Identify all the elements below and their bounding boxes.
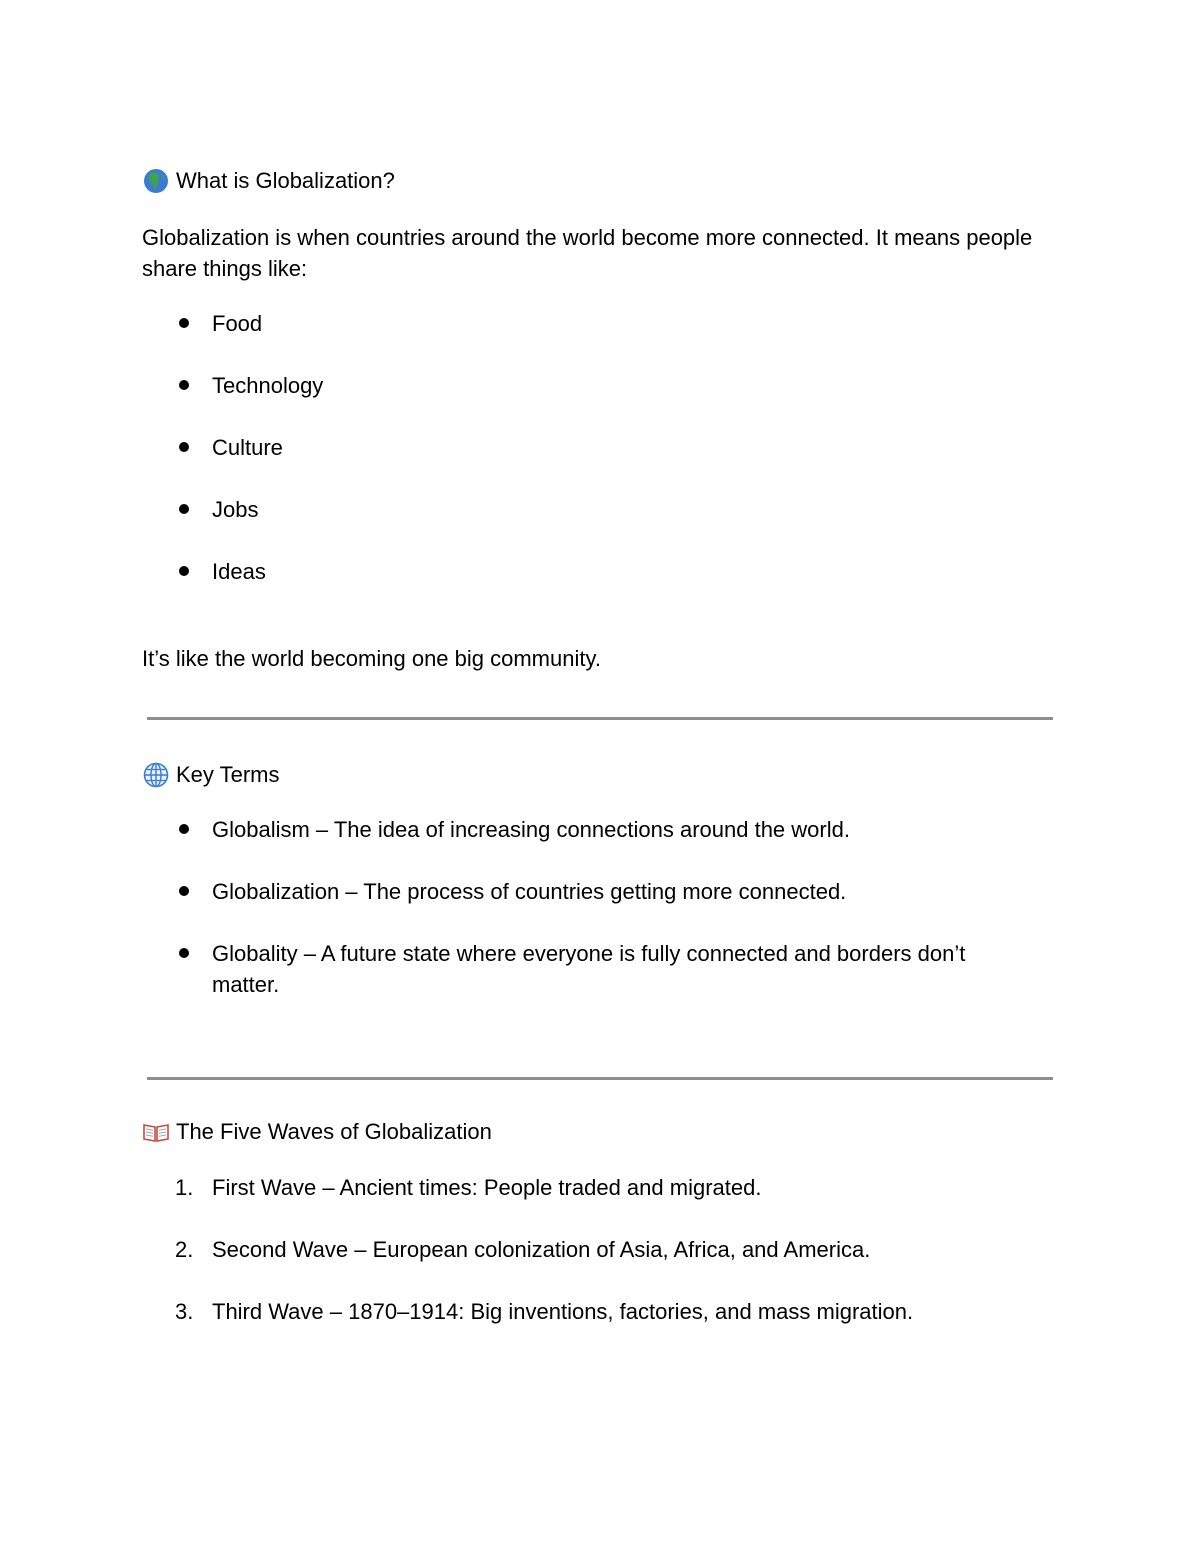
bullet-icon xyxy=(179,442,189,452)
horizontal-divider xyxy=(147,717,1053,720)
list-item-text: Culture xyxy=(212,435,283,460)
bullet-icon xyxy=(179,504,189,514)
list-item-text: Globality – A future state where everyone is fully connected and borders don’t matter. xyxy=(212,941,966,997)
list-number: 2. xyxy=(175,1237,194,1262)
section-title: Key Terms xyxy=(176,762,280,787)
bullet-icon xyxy=(179,886,189,896)
horizontal-divider xyxy=(147,1077,1053,1080)
list-item-text: Third Wave – 1870–1914: Big inventions, factories, and mass migration. xyxy=(212,1299,914,1324)
list-item-text: Technology xyxy=(212,373,324,398)
bullet-icon xyxy=(179,948,189,958)
list-item-text: Second Wave – European colonization of Asia, Africa, and America. xyxy=(212,1237,871,1262)
bullet-icon xyxy=(179,824,189,834)
globe-africa-icon xyxy=(142,168,170,194)
list-item-text: Food xyxy=(212,311,263,336)
bullet-icon xyxy=(179,380,189,390)
list-item-text: Globalization – The process of countries getting more connected. xyxy=(212,879,847,904)
open-book-icon xyxy=(142,1119,170,1145)
section-heading-terms xyxy=(142,762,280,788)
section-title: The Five Waves of Globalization xyxy=(176,1119,492,1144)
section-heading-waves xyxy=(142,1119,492,1145)
section-title: What is Globalization? xyxy=(176,168,395,193)
list-number: 3. xyxy=(175,1299,194,1324)
list-item-text: Globalism – The idea of increasing connections around the world. xyxy=(212,817,850,842)
bullet-icon xyxy=(179,318,189,328)
globe-meridians-icon xyxy=(142,762,170,788)
list-number: 1. xyxy=(175,1175,194,1200)
closing-paragraph: It’s like the world becoming one big community. xyxy=(142,646,601,671)
intro-paragraph: Globalization is when countries around the world become more connected. It means people share things like: xyxy=(142,225,1033,281)
list-item-text: Ideas xyxy=(212,559,266,584)
section-heading-what xyxy=(142,168,395,194)
list-item-text: Jobs xyxy=(212,497,259,522)
bullet-icon xyxy=(179,566,189,576)
list-item-text: First Wave – Ancient times: People traded and migrated. xyxy=(212,1175,762,1200)
